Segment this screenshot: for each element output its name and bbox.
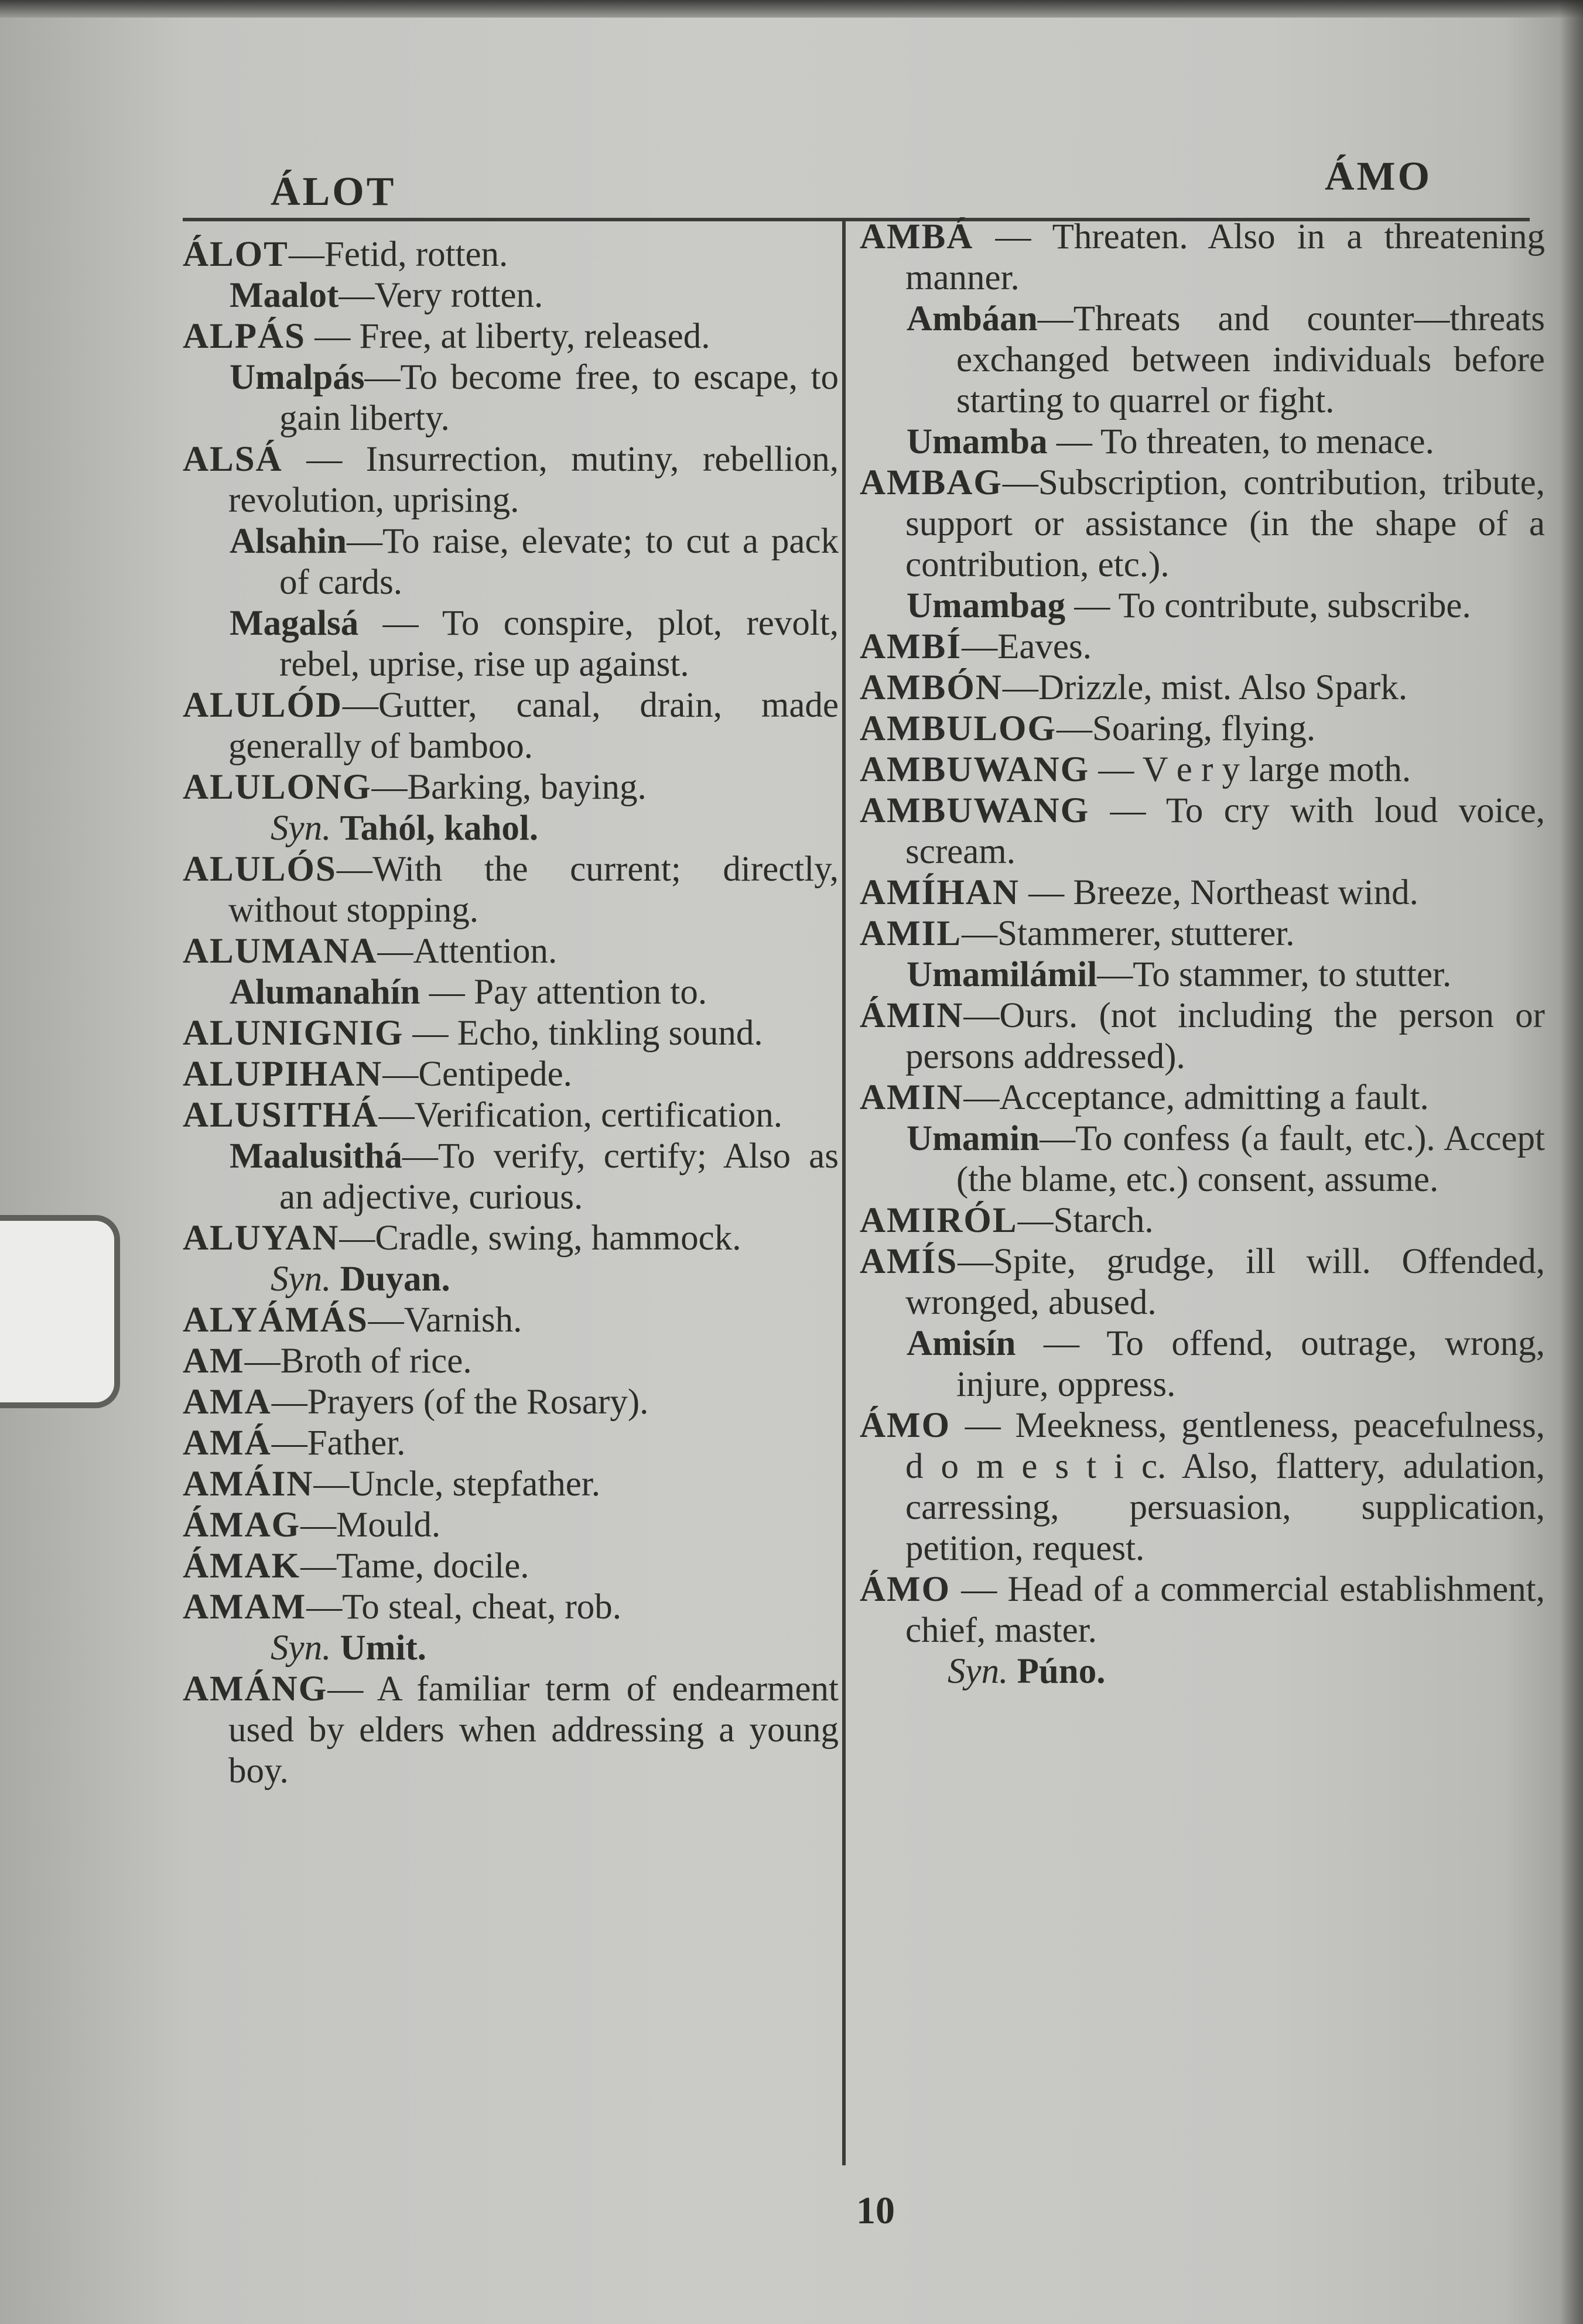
synonym-word: Duyan. [340,1259,450,1299]
definition: — To offend, outrage, wrong, injure, oppress. [956,1324,1545,1404]
definition: — To cry with loud voice, scream. [905,791,1545,871]
subheadword: Umamin [907,1119,1040,1158]
synonym-word: Tahól, kahol. [340,809,539,848]
definition: —Subscription, contribution, tribute, support or assistance (in the shape of a contribution, etc.). [905,463,1545,584]
definition: —To steal, cheat, rob. [306,1587,622,1627]
top-edge-shadow [0,0,1583,18]
dictionary-entry [860,913,1545,954]
subheadword: Amisín [907,1324,1016,1363]
subentry [860,1118,1545,1200]
running-head-left: ÁLOT [271,169,396,214]
dictionary-entry [183,1095,839,1136]
definition: — V e r y large moth. [1089,750,1411,789]
definition: —Centipede. [382,1055,572,1094]
definition: —Starch. [1017,1201,1154,1240]
dictionary-entry [183,1669,839,1792]
headword: AMBÁ [860,217,974,256]
headword: AMBÍ [860,627,962,666]
definition: —Soaring, flying. [1056,709,1316,748]
definition: —Fetid, rotten. [288,235,508,274]
dictionary-entry [860,627,1545,668]
headword: AMA [183,1382,272,1422]
definition: —Barking, baying. [371,768,647,807]
dictionary-entry [860,1569,1545,1651]
dictionary-entry [183,439,839,521]
definition: — To threaten, to menace. [1047,422,1434,461]
definition: —Cradle, swing, hammock. [339,1219,741,1258]
headword: ALSÁ [183,440,283,479]
definition: —Verification, certification. [378,1096,783,1135]
dictionary-entry [183,1464,839,1505]
dictionary-entry [860,790,1545,872]
headword: AMBAG [860,463,1003,502]
headword: AMIL [860,914,962,953]
subentry [183,603,839,685]
definition: —Stammerer, stutterer. [962,914,1295,953]
headword: ALUSITHÁ [183,1096,379,1135]
headword: AMÍS [860,1242,958,1281]
headword: ALULONG [183,768,372,807]
dictionary-entry [183,1423,839,1464]
dictionary-entry [860,217,1545,299]
subheadword: Ambáan [907,299,1038,338]
subheadword: Magalsá [230,604,359,643]
definition: —Spite, grudge, ill will. Offended, wronged, abused. [905,1242,1545,1322]
subentry [183,357,839,439]
subheadword: Alsahin [230,522,347,561]
headword: ÁMO [860,1570,951,1609]
dictionary-entry [183,685,839,767]
dictionary-entry [860,463,1545,586]
dictionary-entry [183,767,839,808]
headword: AMBUWANG [860,750,1090,789]
headword: ALUYAN [183,1219,340,1258]
subentry [183,275,839,316]
headword: AMÁNG [183,1669,328,1709]
dictionary-entry [183,849,839,931]
dictionary-entry [183,931,839,972]
definition: —To confess (a fault, etc.). Accept (the blame, etc.) consent, assume. [956,1119,1545,1199]
definition: — Free, at liberty, released. [305,317,710,356]
definition: — To conspire, plot, revolt, rebel, uprise, rise up against. [279,604,839,684]
headword: AMIN [860,1078,964,1117]
headword: AMBULOG [860,709,1057,748]
dictionary-entry [183,1054,839,1095]
dictionary-entry [183,1341,839,1382]
definition: — Breeze, Northeast wind. [1019,873,1418,912]
definition: —Tame, docile. [300,1546,529,1586]
subheadword: Umalpás [230,358,365,397]
headword: ÁMAK [183,1546,301,1586]
running-head-right: ÁMO [1325,154,1432,199]
headword: ALUMANA [183,932,378,971]
headword: ALULÓS [183,850,337,889]
dictionary-entry [860,1077,1545,1118]
synonym-label: Syn. [948,1652,1008,1691]
headword: AMBÓN [860,668,1003,707]
dictionary-entry [860,1241,1545,1323]
headword: ALUPIHAN [183,1055,383,1094]
dictionary-entry [183,1546,839,1587]
definition: — A familiar term of endearment used by elders when addressing a young boy. [228,1669,839,1791]
synonym-label: Syn. [271,1259,331,1299]
page-tab-marker [0,1215,120,1408]
dictionary-entry [860,995,1545,1077]
column-divider [842,221,846,2165]
definition: —With the current; directly, without stopping. [228,850,839,930]
synonym-line [183,808,839,849]
definition: —Acceptance, admitting a fault. [963,1078,1429,1117]
headword: ÁMIN [860,996,964,1035]
headword: AMÍHAN [860,873,1020,912]
definition: —Attention. [377,932,558,971]
dictionary-entry [183,1300,839,1341]
subentry [183,1136,839,1218]
subheadword: Maalusithá [230,1137,402,1176]
headword: ALPÁS [183,317,306,356]
dictionary-entry [860,1200,1545,1241]
headword: AMÁ [183,1423,272,1463]
definition: —Ours. (not including the person or persons addressed). [905,996,1545,1076]
synonym-line [183,1259,839,1300]
dictionary-entry [860,668,1545,709]
headword: AM [183,1341,245,1381]
subheadword: Alumanahín [230,973,420,1012]
dictionary-entry [183,1587,839,1628]
definition: —Father. [271,1423,406,1463]
dictionary-entry [183,1382,839,1423]
definition: —Drizzle, mist. Also Spark. [1002,668,1408,707]
headword: ALYÁMÁS [183,1300,368,1340]
synonym-line [183,1628,839,1669]
headword: ÁMO [860,1406,951,1445]
headword: AMIRÓL [860,1201,1018,1240]
definition: — Meekness, gentleness, peacefulness, d o m e s t i c. Also, flattery, adulation, carressing, persuasion, supplication, petition, request. [905,1406,1545,1568]
subentry [860,586,1545,627]
right-column [860,217,1545,1692]
dictionary-entry [860,872,1545,913]
dictionary-entry [860,749,1545,790]
headword: ÁLOT [183,235,289,274]
headword: ALUNIGNIG [183,1014,404,1053]
subentry [860,299,1545,422]
subentry [183,521,839,603]
synonym-label: Syn. [271,1628,331,1668]
definition: —To stammer, to stutter. [1097,955,1452,994]
definition: —To become free, to escape, to gain liberty. [279,358,839,438]
subentry [860,954,1545,995]
subheadword: Maalot [230,276,339,315]
definition: —Gutter, canal, drain, made generally of bamboo. [228,686,839,766]
definition: —To raise, elevate; to cut a pack of cards. [279,522,839,602]
definition: —Very rotten. [339,276,543,315]
headword: ALULÓD [183,686,343,725]
definition: — Pay attention to. [420,973,707,1012]
definition: —Varnish. [368,1300,522,1340]
definition: — Echo, tinkling sound. [404,1014,763,1053]
synonym-word: Púno. [1017,1652,1106,1691]
definition: — To contribute, subscribe. [1065,586,1471,625]
definition: —Eaves. [962,627,1092,666]
definition: —Broth of rice. [244,1341,472,1381]
headword: ÁMAG [183,1505,301,1545]
dictionary-entry [183,1013,839,1054]
headword: AMBUWANG [860,791,1090,830]
headword: AMAM [183,1587,307,1627]
dictionary-entry [860,709,1545,749]
subheadword: Umamilámil [907,955,1097,994]
dictionary-entry [183,234,839,275]
dictionary-entry [183,316,839,357]
page-number: 10 [856,2189,895,2232]
dictionary-entry [183,1218,839,1259]
dictionary-entry [183,1505,839,1546]
subheadword: Umamba [907,422,1048,461]
definition: —To verify, certify; Also as an adjective, curious. [279,1137,839,1217]
definition: —Threats and counter—threats exchanged between individuals before starting to quarrel or fight. [956,299,1545,420]
subentry [183,972,839,1013]
subheadword: Umambag [907,586,1066,625]
synonym-line [860,1651,1545,1692]
synonym-label: Syn. [271,809,331,848]
subentry [860,422,1545,463]
definition: —Prayers (of the Rosary). [271,1382,649,1422]
definition: — Threaten. Also in a threatening manner. [905,217,1545,297]
subentry [860,1323,1545,1405]
left-column [183,234,839,1792]
synonym-word: Umit. [340,1628,426,1668]
right-edge-shadow [1560,0,1583,2324]
definition: —Mould. [300,1505,441,1545]
definition: — Insurrection, mutiny, rebellion, revolution, uprising. [228,440,839,520]
headword: AMÁIN [183,1464,314,1504]
definition: —Uncle, stepfather. [313,1464,601,1504]
dictionary-entry [860,1405,1545,1569]
definition: — Head of a commercial establishment, chief, master. [905,1570,1545,1650]
